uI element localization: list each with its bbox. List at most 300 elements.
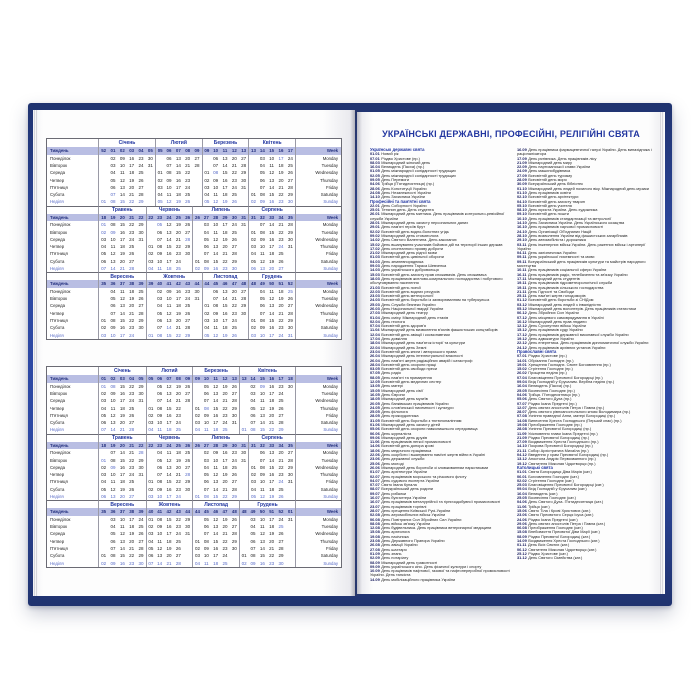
- holiday-date: 06.12: [517, 546, 527, 552]
- calendar-day-cell: 18: [211, 559, 220, 566]
- calendar-day-cell: 08: [202, 538, 211, 545]
- day-label-ua: Середа: [47, 464, 99, 471]
- calendar-day-cell: 06: [155, 464, 164, 471]
- calendar-day-cell: 17: [220, 317, 229, 324]
- holiday-date: 07.07: [517, 400, 527, 406]
- week-number-cell: 24: [164, 214, 173, 222]
- calendar-day-cell: 03: [248, 243, 257, 250]
- holiday-name: День Захисника України: [381, 194, 425, 200]
- calendar-day-cell: 25: [174, 538, 183, 545]
- holiday-name: Вознесіння Господнє (кат.): [528, 495, 576, 501]
- day-label-en: Wednesday: [295, 464, 341, 471]
- calendar-day-cell: 13: [108, 419, 117, 426]
- week-label-en: Week: [295, 147, 341, 155]
- holiday-name: День інженерних військ України. День ракетних військ і артилерії України: [517, 241, 646, 251]
- calendar-day-cell: 22: [127, 221, 136, 228]
- calendar-day-cell: 08: [108, 221, 117, 228]
- week-number-cell: 50: [258, 508, 267, 516]
- holiday-date: 10.11: [517, 267, 527, 273]
- calendar-day-cell: 11: [258, 523, 267, 530]
- holiday-name: Міжнародний день стоматолога: [381, 232, 439, 238]
- holiday-name: Міжнародний день студентів: [528, 275, 580, 281]
- calendar-day-cell: 07: [248, 545, 257, 552]
- calendar-day-cell: 08: [258, 228, 267, 235]
- holiday-date: 08.07: [370, 486, 380, 492]
- calendar-day-cell: 26: [136, 295, 145, 302]
- calendar-day-cell: 02: [248, 383, 257, 390]
- calendar-day-cell: 21: [276, 184, 285, 191]
- calendar-day-cell: 10: [164, 295, 173, 302]
- holiday-name: Свято Пресвятого Серця Ісуса (кат.): [528, 512, 594, 518]
- week-number-cell: 01: [286, 508, 295, 516]
- calendar-day-cell: 09: [248, 559, 257, 566]
- calendar-day-cell: 27: [174, 552, 183, 559]
- calendar-day-cell: [286, 559, 295, 566]
- holiday-date: 30.09: [517, 181, 527, 187]
- day-label-en: Friday: [295, 478, 341, 485]
- calendar-day-cell: 17: [220, 221, 229, 228]
- calendar-day-cell: 18: [127, 288, 136, 295]
- calendar-day-cell: [183, 404, 192, 411]
- holiday-name: День мобілізаційного працівника України: [381, 576, 456, 582]
- calendar-day-cell: 08: [248, 552, 257, 559]
- day-label-en: Sunday: [295, 493, 341, 500]
- calendar-day-cell: 22: [127, 456, 136, 463]
- holiday-date: 19.08: [517, 422, 527, 427]
- calendar-day-cell: [192, 221, 201, 228]
- calendar-day-cell: 21: [276, 456, 285, 463]
- calendar-day-cell: 04: [146, 426, 155, 433]
- calendar-day-cell: 24: [220, 552, 229, 559]
- calendar-day-cell: 03: [248, 516, 257, 523]
- holiday-name: Новий рік: [381, 151, 399, 157]
- calendar-day-cell: 06: [258, 449, 267, 456]
- holiday-date: 04.07: [370, 477, 380, 483]
- calendar-day-cell: 22: [174, 331, 183, 338]
- week-label-en: Week: [295, 280, 341, 288]
- calendar-day-cell: 27: [286, 302, 295, 309]
- month-name: Липень: [192, 206, 248, 214]
- calendar-day-cell: 28: [230, 486, 239, 493]
- calendar-day-cell: 08: [202, 258, 211, 265]
- calendar-day-cell: 30: [183, 486, 192, 493]
- calendar-day-cell: 07: [155, 471, 164, 478]
- calendar-day-cell: 03: [202, 184, 211, 191]
- calendar-day-cell: [239, 404, 248, 411]
- calendar-day-cell: 11: [155, 538, 164, 545]
- calendar-day-cell: 25: [230, 464, 239, 471]
- calendar-day-cell: 18: [174, 191, 183, 198]
- week-number-cell: 06: [164, 147, 173, 155]
- calendar-day-cell: 17: [118, 397, 127, 404]
- calendar-day-cell: 19: [164, 545, 173, 552]
- calendar-day-cell: 01: [146, 478, 155, 485]
- holiday-name: Міжнародний день прав людини: [528, 318, 587, 324]
- calendar-day-cell: [239, 471, 248, 478]
- calendar-day-cell: 22: [127, 552, 136, 559]
- calendar-day-cell: 28: [276, 419, 285, 426]
- calendar-day-cell: 17: [164, 530, 173, 537]
- calendar-day-cell: [192, 228, 201, 235]
- calendar-day-cell: 27: [127, 419, 136, 426]
- calendar-day-cell: [99, 295, 108, 302]
- week-number-cell: 35: [99, 280, 108, 288]
- calendar-day-cell: 22: [220, 404, 229, 411]
- calendar-day-cell: 30: [136, 559, 145, 566]
- calendar-day-cell: 25: [136, 169, 145, 176]
- holiday-name: Міжнародний день театру: [381, 310, 428, 316]
- week-number-cell: 13: [239, 375, 248, 383]
- holiday-date: 29.06: [517, 520, 527, 526]
- calendar-day-cell: 16: [118, 559, 127, 566]
- calendar-day-cell: [239, 250, 248, 257]
- calendar-day-cell: [192, 449, 201, 456]
- week-number-cell: 02: [108, 375, 117, 383]
- calendar-day-cell: 18: [220, 228, 229, 235]
- week-number-cell: 15: [258, 375, 267, 383]
- calendar-day-cell: 02: [146, 523, 155, 530]
- calendar-day-cell: 08: [211, 169, 220, 176]
- holiday-date: 22.06: [370, 452, 380, 458]
- calendar-day-cell: 21: [276, 310, 285, 317]
- week-number-cell: 34: [276, 442, 285, 450]
- calendar-day-cell: 17: [118, 471, 127, 478]
- holiday-date: 31.12: [517, 555, 527, 561]
- calendar-day-cell: 28: [230, 530, 239, 537]
- calendar-day-cell: 28: [230, 250, 239, 257]
- calendar-day-cell: [146, 324, 155, 331]
- holiday-date: 06.08: [517, 525, 527, 531]
- calendar-day-cell: 02: [146, 250, 155, 257]
- month-name: Червень: [146, 434, 193, 442]
- holiday-date: 21.11: [517, 447, 527, 453]
- calendar-day-cell: 28: [136, 310, 145, 317]
- holiday-date: 10.09: [370, 568, 380, 574]
- calendar-day-cell: 03: [146, 419, 155, 426]
- holiday-name: День працівників металургійної та гірничодобувної промисловості: [381, 499, 501, 505]
- day-label-ua: Четвер: [47, 176, 99, 183]
- holiday-date: 29.01: [370, 224, 380, 230]
- calendar-day-cell: 15: [118, 317, 127, 324]
- calendar-day-cell: 11: [258, 397, 267, 404]
- holiday-date: 09.09: [370, 563, 380, 569]
- calendar-day-cell: 04: [202, 191, 211, 198]
- calendar-day-cell: 28: [136, 449, 145, 456]
- holiday-name: День адвокатури України: [528, 336, 574, 342]
- calendar-day-cell: 05: [202, 516, 211, 523]
- week-label-ua: Тиждень: [47, 147, 99, 155]
- calendar-day-cell: [146, 191, 155, 198]
- holiday-date: 14.10: [370, 194, 380, 200]
- holidays-section-header: Православні свята: [517, 348, 557, 354]
- calendar-day-cell: [248, 221, 257, 228]
- week-number-cell: 08: [183, 147, 192, 155]
- calendar-day-cell: 12: [164, 383, 173, 390]
- day-label-en: Friday: [295, 412, 341, 419]
- holiday-date: 23.07: [370, 503, 380, 509]
- calendar-day-cell: [99, 302, 108, 309]
- calendar-day-cell: 10: [211, 221, 220, 228]
- holiday-name: День українського добровольця: [381, 267, 439, 273]
- calendar-day-cell: 16: [164, 486, 173, 493]
- calendar-day-cell: 19: [267, 404, 276, 411]
- calendar-day-cell: 10: [258, 243, 267, 250]
- calendar-day-cell: 20: [183, 155, 192, 162]
- holiday-date: 01.06: [370, 422, 380, 427]
- calendar-day-cell: 24: [174, 493, 183, 500]
- month-name: Січень: [99, 139, 155, 147]
- calendar-day-cell: 09: [258, 324, 267, 331]
- calendar-day-cell: 12: [267, 295, 276, 302]
- day-label-ua: Вівторок: [47, 162, 99, 169]
- holiday-date: 24.09: [517, 168, 527, 174]
- calendar-day-cell: 15: [118, 552, 127, 559]
- calendar-day-cell: 18: [164, 265, 173, 272]
- calendar-day-cell: 01: [192, 538, 201, 545]
- calendar-day-cell: 07: [99, 265, 108, 272]
- holiday-date: 10.12: [517, 318, 527, 324]
- calendar-day-cell: 13: [164, 228, 173, 235]
- calendar-day-cell: 19: [220, 331, 229, 338]
- calendar-day-cell: 10: [258, 331, 267, 338]
- calendar-day-cell: 03: [108, 162, 117, 169]
- calendar-day-cell: [202, 162, 211, 169]
- holiday-date: 01.09: [370, 550, 380, 556]
- calendar-day-cell: 24: [127, 331, 136, 338]
- holiday-name: Міжнародний день музеїв: [381, 396, 428, 402]
- calendar-day-cell: 23: [127, 464, 136, 471]
- week-number-cell: 48: [248, 280, 257, 288]
- holiday-date: 01.12: [517, 297, 527, 303]
- calendar-day-cell: 21: [230, 162, 239, 169]
- calendar-day-cell: 13: [220, 288, 229, 295]
- calendar-day-cell: 30: [286, 383, 295, 390]
- day-label-ua: Четвер: [47, 404, 99, 411]
- holiday-date: 28.04: [370, 361, 380, 367]
- calendar-day-cell: 11: [155, 265, 164, 272]
- calendar-day-cell: [192, 198, 201, 205]
- spacer-cell: [47, 367, 99, 375]
- calendar-day-cell: 19: [118, 486, 127, 493]
- calendar-day-cell: 06: [211, 155, 220, 162]
- calendar-day-cell: [286, 486, 295, 493]
- holiday-date: 24.03: [370, 297, 380, 303]
- holiday-name: День пам'яті жертв радіаційних аварій і катастроф: [381, 357, 473, 363]
- calendar-day-cell: 10: [211, 317, 220, 324]
- calendar-day-cell: 18: [174, 449, 183, 456]
- calendar-day-cell: 19: [220, 236, 229, 243]
- calendar-day-cell: 28: [286, 184, 295, 191]
- calendar-day-cell: 07: [258, 456, 267, 463]
- calendar-day-cell: 21: [127, 310, 136, 317]
- calendar-day-cell: 15: [174, 169, 183, 176]
- holiday-date: 14.06: [370, 443, 380, 449]
- year-calendar-bottom: [46, 366, 342, 568]
- calendar-day-cell: 26: [286, 295, 295, 302]
- calendar-day-cell: 24: [230, 317, 239, 324]
- calendar-day-cell: 08: [155, 404, 164, 411]
- week-number-cell: 33: [267, 442, 276, 450]
- holiday-name: День міжнародної солідарності трудящих: [381, 172, 456, 178]
- calendar-day-cell: 24: [276, 390, 285, 397]
- calendar-day-cell: [286, 530, 295, 537]
- calendar-day-cell: 23: [174, 412, 183, 419]
- holiday-date: 09.11: [517, 258, 527, 264]
- holiday-name: День рибалки: [381, 490, 407, 496]
- calendar-day-cell: 20: [174, 464, 183, 471]
- holiday-date: 22.12: [517, 340, 527, 346]
- calendar-day-cell: 30: [239, 449, 248, 456]
- holiday-name: День філолога: [381, 409, 408, 415]
- day-label-ua: Субота: [47, 552, 99, 559]
- calendar-day-cell: 21: [164, 559, 173, 566]
- calendar-day-cell: 19: [220, 198, 229, 205]
- calendar-day-cell: 29: [276, 426, 285, 433]
- calendar-day-cell: 13: [164, 390, 173, 397]
- calendar-day-cell: 02: [99, 464, 108, 471]
- calendar-day-cell: 01: [239, 426, 248, 433]
- calendar-day-cell: [286, 523, 295, 530]
- calendar-day-cell: 24: [276, 243, 285, 250]
- calendar-day-cell: [136, 404, 145, 411]
- calendar-day-cell: 22: [276, 191, 285, 198]
- holiday-name: День працівників освіти: [528, 189, 571, 195]
- week-number-cell: 48: [239, 508, 248, 516]
- week-number-cell: 19: [108, 442, 117, 450]
- holiday-name: Святителя Миколая Чудотворця (кат.): [528, 546, 597, 552]
- calendar-day-cell: 30: [230, 265, 239, 272]
- calendar-day-cell: [192, 317, 201, 324]
- holiday-date: 18.04: [370, 340, 380, 346]
- holiday-date: 24.05: [370, 404, 380, 410]
- spacer-cell: [295, 367, 341, 375]
- calendar-day-cell: 18: [127, 523, 136, 530]
- calendar-day-cell: 11: [108, 478, 117, 485]
- holiday-name: Всесвітній день захисту тварин: [528, 198, 585, 204]
- calendar-day-cell: 28: [276, 545, 285, 552]
- week-number-cell: 47: [220, 508, 229, 516]
- calendar-day-cell: [99, 162, 108, 169]
- calendar-day-cell: 25: [230, 228, 239, 235]
- calendar-day-cell: 09: [155, 486, 164, 493]
- holidays-column-left: [370, 148, 513, 586]
- holiday-name: Міжнародний день захисту персональних даних: [381, 220, 469, 226]
- week-number-cell: 14: [248, 375, 257, 383]
- calendar-day-cell: [183, 265, 192, 272]
- calendar-day-cell: 04: [192, 559, 201, 566]
- calendar-day-cell: 21: [220, 250, 229, 257]
- calendar-day-cell: 04: [155, 302, 164, 309]
- holiday-name: Всесвітній день донора крові: [381, 443, 434, 449]
- calendar-day-cell: [286, 404, 295, 411]
- holiday-name: Обрізання Господнє (пр.): [528, 357, 574, 363]
- calendar-day-cell: [192, 383, 201, 390]
- holiday-date: 17.12: [517, 331, 527, 337]
- calendar-day-cell: 12: [211, 516, 220, 523]
- holiday-date: 25.12: [517, 550, 527, 556]
- week-number-cell: 36: [108, 280, 117, 288]
- holiday-name: Вознесіння Господнє (пр.): [528, 387, 575, 393]
- holiday-date: 08.09: [517, 533, 527, 539]
- calendar-day-cell: 19: [220, 516, 229, 523]
- calendar-day-cell: 21: [174, 236, 183, 243]
- calendar-day-cell: 15: [220, 169, 229, 176]
- calendar-day-cell: 26: [127, 412, 136, 419]
- day-label-en: Tuesday: [295, 523, 341, 530]
- holiday-name: Преображення Господнє (пр.): [528, 422, 582, 427]
- week-number-cell: 09: [192, 375, 201, 383]
- calendar-day-cell: [99, 169, 108, 176]
- holiday-name: День матері: [381, 383, 403, 389]
- calendar-day-cell: 18: [267, 250, 276, 257]
- calendar-day-cell: 30: [183, 523, 192, 530]
- holiday-date: 23.06: [517, 512, 527, 518]
- calendar-day-cell: 15: [211, 538, 220, 545]
- day-label-en: Wednesday: [295, 530, 341, 537]
- calendar-day-cell: 02: [192, 265, 201, 272]
- week-number-cell: 36: [108, 508, 117, 516]
- calendar-day-cell: 15: [267, 317, 276, 324]
- calendar-day-cell: 06: [258, 176, 267, 183]
- calendar-day-cell: [248, 184, 257, 191]
- month-name: Жовтень: [146, 272, 202, 280]
- day-label-ua: П'ятниця: [47, 478, 99, 485]
- calendar-day-cell: [248, 302, 257, 309]
- calendar-day-cell: 15: [164, 331, 173, 338]
- holiday-name: День Гідності та Свободи: [528, 288, 575, 294]
- calendar-day-cell: 04: [202, 228, 211, 235]
- calendar-day-cell: 02: [99, 228, 108, 235]
- calendar-day-cell: 21: [276, 221, 285, 228]
- calendar-day-cell: 21: [127, 449, 136, 456]
- calendar-day-cell: 21: [118, 265, 127, 272]
- week-number-cell: 23: [155, 214, 164, 222]
- week-number-cell: 16: [276, 147, 285, 155]
- calendar-day-cell: [136, 258, 145, 265]
- calendar-day-cell: 20: [127, 184, 136, 191]
- calendar-day-cell: 10: [211, 456, 220, 463]
- day-label-ua: Понеділок: [47, 449, 99, 456]
- calendar-day-cell: 16: [220, 449, 229, 456]
- calendar-day-cell: 20: [220, 478, 229, 485]
- calendar-day-cell: 17: [127, 162, 136, 169]
- calendar-day-cell: 10: [267, 155, 276, 162]
- calendar-day-cell: [239, 228, 248, 235]
- holiday-date: 04.06: [517, 391, 527, 397]
- holiday-name: День військ зв'язку України: [381, 520, 431, 526]
- week-number-cell: 30: [230, 442, 239, 450]
- week-number-cell: 45: [202, 508, 211, 516]
- month-name: Вересень: [99, 500, 146, 508]
- calendar-day-cell: 26: [183, 198, 192, 205]
- calendar-day-cell: 25: [276, 250, 285, 257]
- holiday-name: Вхід Господній у Єрусалим (кат.): [528, 486, 587, 492]
- calendar-day-cell: [146, 310, 155, 317]
- calendar-day-cell: 16: [211, 265, 220, 272]
- holiday-name: Хрещення Господнє. Святе Богоявлення (пр.): [528, 361, 611, 367]
- calendar-day-cell: 15: [164, 516, 173, 523]
- holiday-date: 12.12: [517, 323, 527, 329]
- calendar-day-cell: 09: [211, 310, 220, 317]
- calendar-day-cell: 08: [108, 383, 117, 390]
- calendar-day-cell: 30: [183, 250, 192, 257]
- calendar-day-cell: 17: [164, 419, 173, 426]
- calendar-day-cell: 12: [211, 236, 220, 243]
- calendar-day-cell: [183, 545, 192, 552]
- calendar-day-cell: 09: [164, 176, 173, 183]
- calendar-day-cell: [239, 486, 248, 493]
- calendar-day-cell: 25: [276, 397, 285, 404]
